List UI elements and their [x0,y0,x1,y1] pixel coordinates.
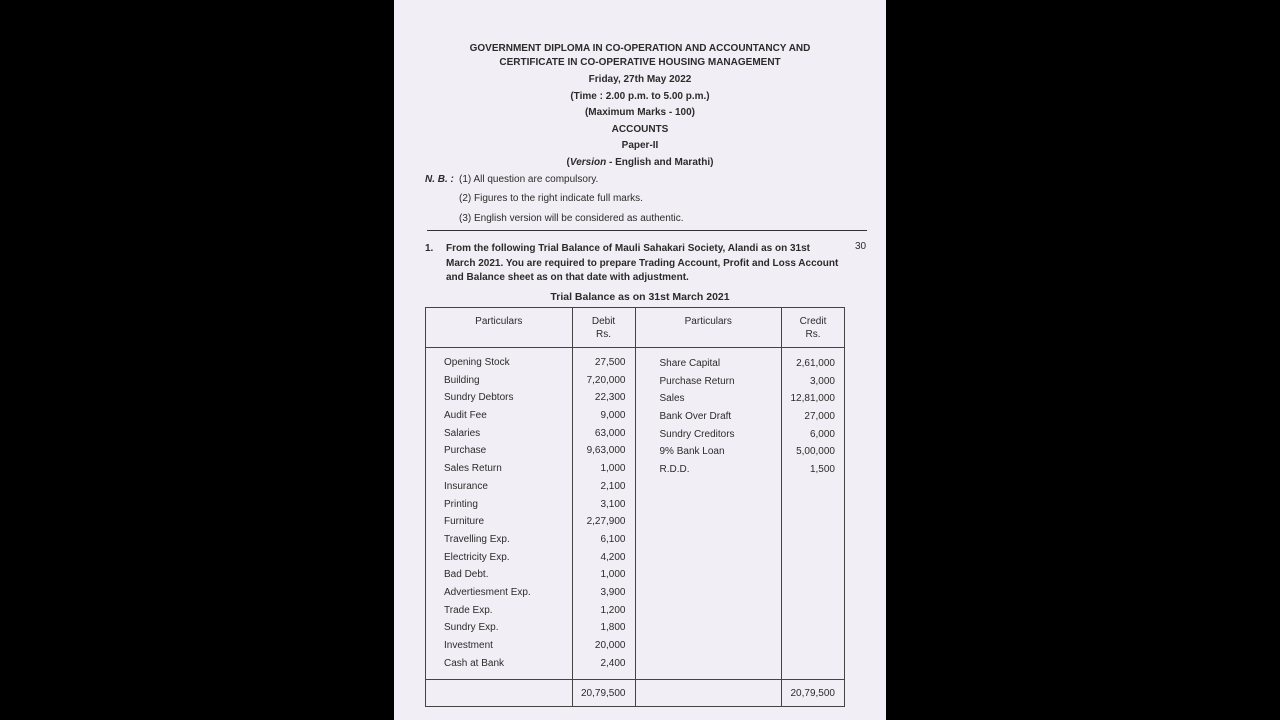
list-item: Opening Stock [444,357,510,368]
credit-particulars-column [635,348,782,680]
trial-balance-table [425,307,845,707]
nb-item-2: (2) Figures to the right indicate full marks. [459,193,643,204]
list-item: Advertiesment Exp. [444,586,531,598]
header-line-2: CERTIFICATE IN CO-OPERATIVE HOUSING MANAGEMENT [499,57,781,68]
debit-amount-column [572,348,635,680]
exam-date: Friday, 27th May 2022 [588,74,692,85]
question-line-3: and Balance sheet as on that date with adjustment. [446,272,689,283]
question-line-2: March 2021. You are required to prepare Trading Account, Profit and Loss Account [446,258,839,269]
list-item: 5,00,000 [796,446,835,458]
nb-label: N. B. : [425,174,454,185]
debit-total: 20,79,500 [572,680,635,707]
list-item: Sundry Debtors [444,392,514,404]
header-credit: Credit Rs. [782,308,845,348]
nb-item-3: (3) English version will be considered as authentic. [459,213,684,224]
list-item: Purchase [444,445,487,457]
list-item: 22,300 [594,392,626,404]
header-particulars-right: Particulars [635,308,782,348]
list-item: Audit Fee [444,410,487,422]
credit-amount-column [782,348,845,680]
list-item: Sales Return [444,463,502,475]
list-item: 2,61,000 [796,358,835,369]
exam-time: (Time : 2.00 p.m. to 5.00 p.m.) [570,91,710,102]
credit-total: 20,79,500 [782,680,845,707]
paper-number: Paper-II [621,140,659,151]
list-item: Electricity Exp. [444,551,510,563]
list-item: 6,000 [809,428,835,440]
list-item: 1,000 [600,569,626,581]
list-item: 7,20,000 [586,374,626,386]
total-blank-left [426,680,573,707]
list-item: Printing [444,498,478,510]
version-rest: - English and Marathi) [606,157,714,168]
header-debit: Debit Rs. [572,308,635,348]
version-label: Version [569,157,607,168]
list-item: 3,100 [600,498,626,510]
list-item: 1,200 [600,604,626,616]
list-item: Investment [444,640,493,651]
list-item: 3,000 [809,375,835,387]
list-item: 9,000 [600,410,626,422]
list-item: Salaries [444,427,481,439]
list-item: 1,500 [809,464,835,476]
totals-row [426,680,845,707]
list-item: Building [444,374,480,386]
question-line-1: From the following Trial Balance of Mauli Sahakari Society, Alandi as on 31st [446,243,810,254]
list-item: Travelling Exp. [444,533,510,545]
total-blank-right [635,680,782,707]
divider [427,230,867,231]
list-item: Sundry Exp. [444,622,499,634]
table-header-row [426,308,845,348]
header-line-1: GOVERNMENT DIPLOMA IN CO-OPERATION AND ACCOUNTANCY AND [469,43,811,54]
list-item: 4,200 [600,551,626,563]
list-item: 9% Bank Loan [659,446,725,458]
list-item: 2,400 [600,657,626,669]
list-item: Bad Debt. [444,569,489,581]
list-item: Sundry Creditors [659,428,735,440]
list-item: Cash at Bank [444,657,505,669]
list-item: 63,000 [594,427,626,439]
list-item: 12,81,000 [790,393,835,405]
debit-particulars-column [426,348,573,680]
list-item: 6,100 [600,533,626,545]
list-item: Trade Exp. [444,604,493,616]
list-item: 1,800 [600,622,626,634]
question-marks: 30 [855,241,867,252]
list-item: 20,000 [594,640,626,651]
list-item: Sales [659,393,685,405]
version-line: (Version - English and Marathi) [566,157,714,168]
list-item: R.D.D. [659,464,690,476]
max-marks: (Maximum Marks - 100) [584,107,696,118]
list-item: 27,000 [804,411,835,423]
header-particulars-left: Particulars [426,308,573,348]
list-item: Share Capital [659,358,721,369]
list-item: Furniture [444,516,485,528]
list-item: Insurance [444,480,488,492]
list-item: Bank Over Draft [659,411,732,423]
list-item: 3,900 [600,586,626,598]
list-item: 27,500 [594,357,626,368]
exam-paper [394,0,886,720]
list-item: 9,63,000 [586,445,626,457]
list-item: Purchase Return [659,375,735,387]
list-item: 2,100 [600,480,626,492]
table-body-row [426,348,845,680]
nb-item-1: (1) All question are compulsory. [459,174,599,185]
list-item: 2,27,900 [586,516,626,528]
trial-balance-title: Trial Balance as on 31st March 2021 [550,291,730,303]
subject-title: ACCOUNTS [611,124,669,135]
list-item: 1,000 [600,463,626,475]
question-number: 1. [425,243,434,254]
